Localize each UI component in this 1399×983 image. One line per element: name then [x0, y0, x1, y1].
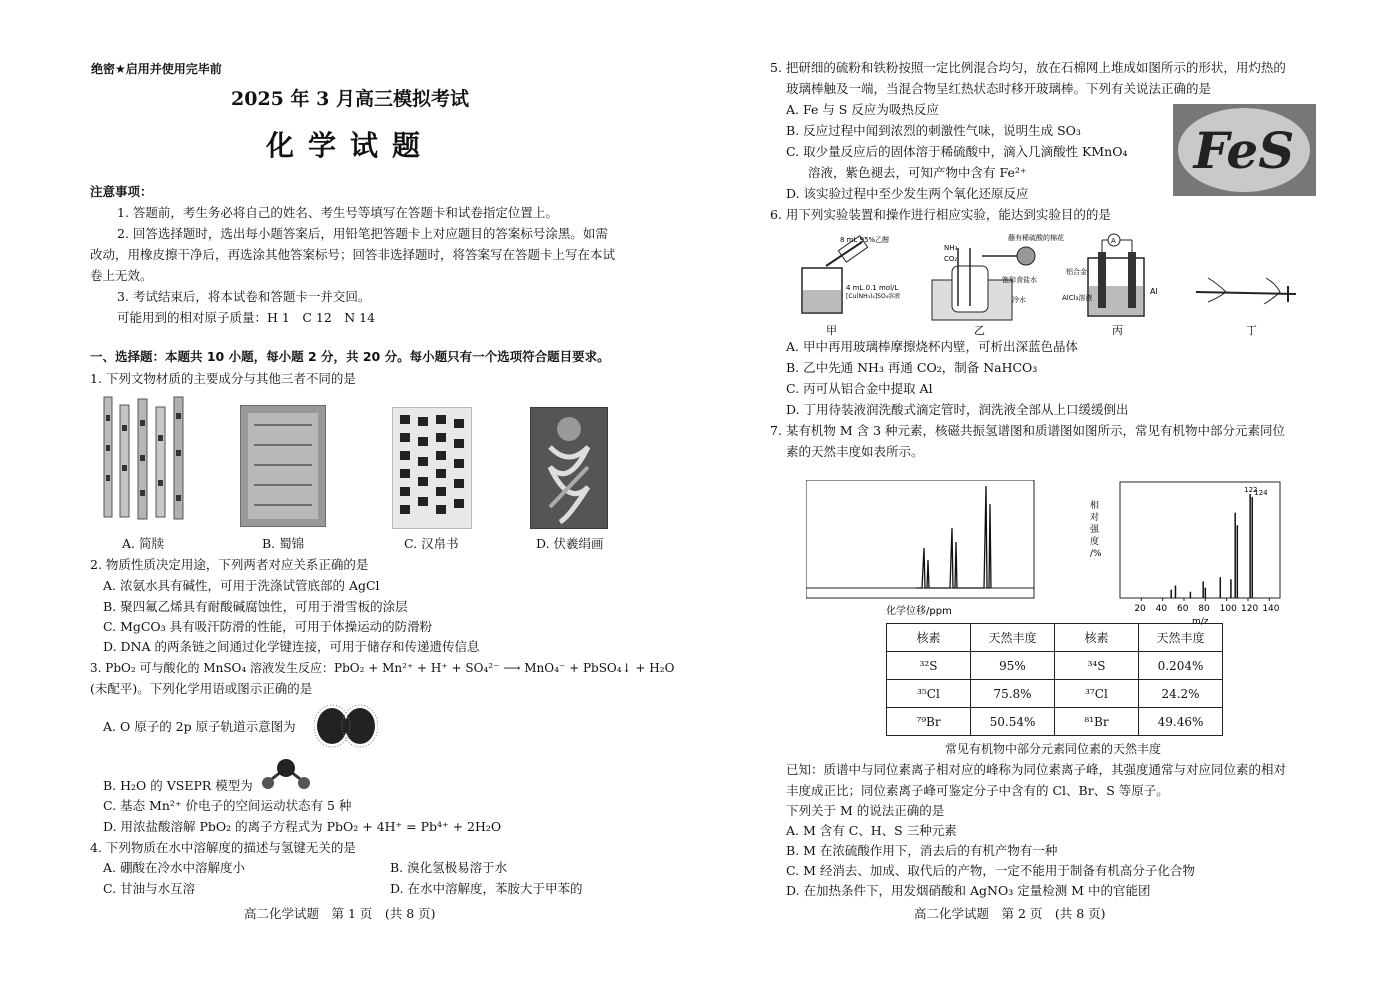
ms-tick-label: 20 [1134, 604, 1146, 614]
notice-item: 2. 回答选择题时，选出每小题答案后，用铅笔把答题卡上对应题目的答案标号涂黑。如需 [117, 226, 608, 241]
yi-label-brine: 饱和食盐水 [1002, 276, 1037, 284]
fes-photo [1173, 104, 1316, 196]
q1-stem: 1. 下列文物材质的主要成分与其他三者不同的是 [90, 371, 356, 386]
nmr-spectrum [806, 480, 1036, 620]
q3-stem-cont: (未配平)。下列化学用语或图示正确的是 [90, 681, 313, 696]
q5-stem-cont: 玻璃棒触及一端，当混合物呈红热状态时移开玻璃棒。下列有关说法正确的是 [786, 81, 1212, 96]
apparatus-label-jia: 甲 [826, 324, 837, 337]
bing-label-al: Al [1150, 287, 1158, 296]
table-cell: ⁸¹Br [1055, 708, 1139, 736]
notice-item: 卷上无效。 [90, 268, 153, 283]
q3-option-c[interactable]: C. 基态 Mn²⁺ 价电子的空间运动状态有 5 种 [103, 798, 352, 813]
ms-peak-label: 122 [1244, 486, 1258, 494]
table-header: 天然丰度 [971, 624, 1055, 652]
table-header: 核素 [1055, 624, 1139, 652]
q2-stem: 2. 物质性质决定用途，下列两者对应关系正确的是 [90, 557, 369, 572]
apparatus-bing [1062, 234, 1158, 316]
bamboo-slips-photo [100, 395, 190, 525]
bing-meter: A [1111, 237, 1116, 245]
ms-ylabel-4: 度 [1090, 537, 1100, 547]
q2-option-b[interactable]: B. 聚四氟乙烯具有耐酸碱腐蚀性，可用于滑雪板的涂层 [103, 599, 408, 614]
vsepr-model-diagram [256, 756, 316, 792]
ms-ylabel-5: /% [1090, 549, 1102, 559]
q2-option-d[interactable]: D. DNA 的两条链之间通过化学键连接，可用于储存和传递遗传信息 [103, 639, 480, 654]
q5-option-c[interactable]: C. 取少量反应后的固体溶于稀硫酸中，滴入几滴酸性 KMnO₄ [786, 144, 1128, 159]
apparatus-label-yi: 乙 [974, 324, 985, 337]
q7-stem: 7. 某有机物 M 含 3 种元素，核磁共振氢谱图和质谱图如图所示，常见有机物中部分元素同位 [770, 423, 1286, 438]
ms-tick-label: 140 [1262, 604, 1280, 614]
table-cell: ³⁵Cl [887, 680, 971, 708]
apparatus-yi [932, 233, 1064, 320]
q5-option-b[interactable]: B. 反应过程中闻到浓烈的刺激性气味，说明生成 SO₃ [786, 123, 1081, 138]
q5-option-d[interactable]: D. 该实验过程中至少发生两个氧化还原反应 [786, 186, 1029, 201]
fuxi-painting-photo [530, 407, 608, 529]
q1-option-d[interactable]: D. 伏羲绢画 [536, 536, 604, 551]
right-page-footer: 高二化学试题 第 2 页 (共 8 页) [914, 906, 1106, 921]
exam-title: 2025 年 3 月高三模拟考试 [231, 88, 469, 110]
q6-option-b[interactable]: B. 乙中先通 NH₃ 再通 CO₂，制备 NaHCO₃ [786, 360, 1038, 375]
jia-label-conc: 4 mL 0.1 mol/L [846, 284, 899, 292]
jia-label-solution: [Cu(NH₃)₄]SO₄溶液 [846, 293, 901, 300]
table-cell: 75.8% [971, 680, 1055, 708]
q6-stem: 6. 用下列实验装置和操作进行相应实验，能达到实验目的的是 [770, 207, 1111, 222]
q7-known-cont: 丰度成正比；同位素离子峰可鉴定分子中含有的 Cl、Br、S 等原子。 [786, 783, 1169, 798]
q7-ask: 下列关于 M 的说法正确的是 [786, 803, 945, 818]
section-heading: 一、选择题：本题共 10 小题，每小题 2 分，共 20 分。每小题只有一个选项符合题目要求。 [90, 349, 610, 364]
q7-option-c[interactable]: C. M 经消去、加成、取代后的产物，一定不能用于制备有机高分子化合物 [786, 863, 1195, 878]
table-row [887, 680, 1223, 708]
ms-tick-label: 120 [1241, 604, 1259, 614]
q5-stem: 5. 把研细的硫粉和铁粉按照一定比例混合均匀，放在石棉网上堆成如图所示的形状，用灼热的 [770, 60, 1286, 75]
q2-option-a[interactable]: A. 浓氨水具有碱性，可用于洗涤试管底部的 AgCl [103, 578, 380, 593]
table-cell: ³⁷Cl [1055, 680, 1139, 708]
yi-label-nh3: NH₃ [944, 244, 958, 252]
jia-label-ethanol: 8 mL 95%乙醇 [840, 236, 890, 244]
table-cell: 0.204% [1139, 652, 1223, 680]
notice-heading: 注意事项： [90, 184, 153, 199]
q4-option-b[interactable]: B. 溴化氢极易溶于水 [390, 860, 508, 875]
q6-option-d[interactable]: D. 丁用待装液润洗酸式滴定管时，润洗液全部从上口缓缓倒出 [786, 402, 1129, 417]
secret-label: 绝密★启用并使用完毕前 [91, 62, 222, 76]
q4-stem: 4. 下列物质在水中溶解度的描述与氢键无关的是 [90, 840, 356, 855]
p-orbital-diagram [314, 703, 378, 749]
q1-option-c[interactable]: C. 汉帛书 [404, 536, 459, 551]
q7-option-d[interactable]: D. 在加热条件下，用发烟硝酸和 AgNO₃ 定量检测 M 中的官能团 [786, 883, 1151, 898]
q7-option-b[interactable]: B. M 在浓硫酸作用下，消去后的有机产物有一种 [786, 843, 1058, 858]
q2-option-c[interactable]: C. MgCO₃ 具有吸汗防滑的性能，可用于体操运动的防滑粉 [103, 619, 433, 634]
ms-ylabel-1: 相 [1090, 501, 1100, 511]
apparatus-ding [1196, 278, 1296, 304]
q3-option-b[interactable]: B. H₂O 的 VSEPR 模型为 [103, 778, 253, 793]
table-header: 天然丰度 [1139, 624, 1223, 652]
apparatus-label-bing: 丙 [1112, 324, 1123, 337]
table-cell: 50.54% [971, 708, 1055, 736]
q3-option-a[interactable]: A. O 原子的 2p 原子轨道示意图为 [103, 719, 296, 734]
table-header: 核素 [887, 624, 971, 652]
table-cell: 49.46% [1139, 708, 1223, 736]
silk-manuscript-photo [392, 407, 472, 529]
ms-peak-label: 124 [1254, 489, 1268, 497]
left-page-footer: 高二化学试题 第 1 页 (共 8 页) [244, 906, 436, 921]
subject-title: 化学试题 [265, 129, 434, 162]
q1-option-b[interactable]: B. 蜀锦 [262, 536, 305, 551]
fes-photo-text: FeS [1193, 121, 1295, 180]
yi-label-co2: CO₂ [944, 255, 958, 263]
shu-brocade-photo [240, 405, 326, 527]
ms-tick-label: 80 [1198, 604, 1210, 614]
apparatus-label-ding: 丁 [1246, 324, 1257, 337]
ms-xlabel: m/z [1192, 617, 1209, 626]
notice-item: 可能用到的相对原子质量：H 1 C 12 N 14 [117, 310, 376, 325]
ms-ylabel-3: 强 [1090, 525, 1100, 535]
table-row [887, 708, 1223, 736]
yi-label-top: 蘸有稀硫酸的棉花 [1008, 234, 1064, 242]
ms-tick-label: 40 [1155, 604, 1168, 614]
yi-label-cold: 冷水 [1012, 296, 1026, 304]
q4-option-d[interactable]: D. 在水中溶解度，苯胺大于甲苯的 [390, 881, 583, 896]
q7-stem-cont: 素的天然丰度如表所示。 [786, 444, 924, 459]
table-cell: ³²S [887, 652, 971, 680]
bing-label-solution: AlCl₃溶液 [1062, 294, 1093, 302]
table-caption: 常见有机物中部分元素同位素的天然丰度 [944, 742, 1161, 756]
q5-option-a[interactable]: A. Fe 与 S 反应为吸热反应 [786, 102, 939, 117]
table-cell: 24.2% [1139, 680, 1223, 708]
apparatus-jia [802, 235, 900, 313]
q6-apparatus-figure [796, 228, 1316, 340]
bing-label-alloy: 铝合金 [1066, 268, 1087, 276]
notice-item: 1. 答题前，考生务必将自己的姓名、考生号等填写在答题卡和试卷指定位置上。 [117, 205, 558, 220]
q6-option-c[interactable]: C. 丙可从铝合金中提取 Al [786, 381, 933, 396]
q4-option-a[interactable]: A. 硼酸在冷水中溶解度小 [103, 860, 245, 875]
notice-item: 改动，用橡皮擦干净后，再选涂其他答案标号；回答非选择题时，将答案写在答题卡上写在本试 [90, 247, 616, 262]
q6-option-a[interactable]: A. 甲中再用玻璃棒摩擦烧杯内壁，可析出深蓝色晶体 [786, 339, 1078, 354]
q4-option-c[interactable]: C. 甘油与水互溶 [103, 881, 196, 896]
ms-ylabel-2: 对 [1090, 513, 1100, 523]
ms-tick-label: 60 [1177, 604, 1189, 614]
q7-option-a[interactable]: A. M 含有 C、H、S 三种元素 [786, 823, 957, 838]
notice-item: 3. 考试结束后，将本试卷和答题卡一并交回。 [117, 289, 371, 304]
q5-option-c-cont: 溶液，紫色褪去，可知产物中含有 Fe²⁺ [808, 165, 1027, 180]
q3-stem: 3. PbO₂ 可与酸化的 MnSO₄ 溶液发生反应：PbO₂ + Mn²⁺ + H⁺ + SO₄²⁻ ⟶ MnO₄⁻ + PbSO₄↓ + H₂O [90, 661, 675, 675]
table-cell: ³⁴S [1055, 652, 1139, 680]
q7-known: 已知：质谱中与同位素离子相对应的峰称为同位素离子峰，其强度通常与对应同位素的相对 [786, 762, 1287, 777]
nmr-xlabel: 化学位移/ppm [886, 606, 952, 617]
ms-tick-label: 100 [1219, 604, 1237, 614]
table-cell: 95% [971, 652, 1055, 680]
mass-spectrum [1090, 478, 1290, 626]
q3-option-d[interactable]: D. 用浓盐酸溶解 PbO₂ 的离子方程式为 PbO₂ + 4H⁺ = Pb⁴⁺ + 2H₂O [103, 819, 502, 834]
isotope-abundance-table [886, 623, 1223, 736]
table-row [887, 652, 1223, 680]
q1-option-a[interactable]: A. 简牍 [122, 536, 164, 551]
table-cell: ⁷⁹Br [887, 708, 971, 736]
